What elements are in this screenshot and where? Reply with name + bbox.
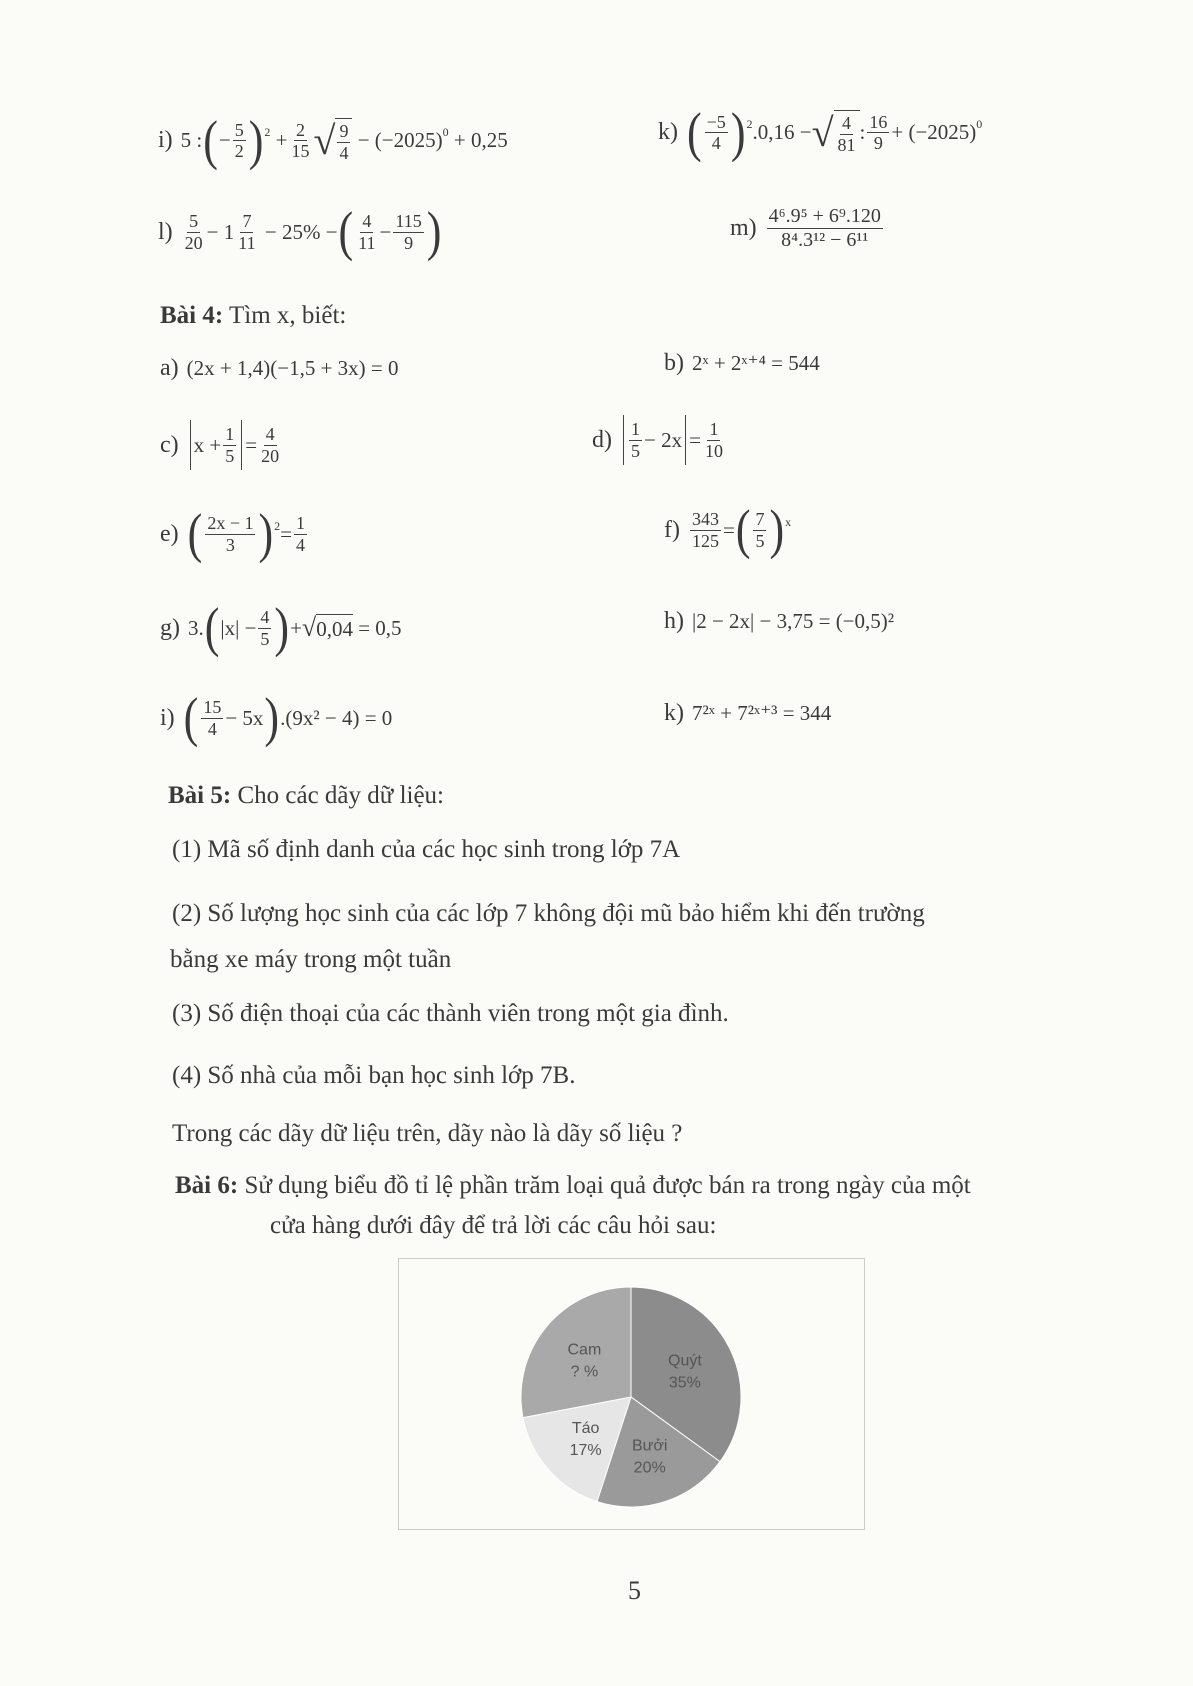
num: 1 [225,423,235,444]
pie-slice-name-3: Cam [567,1341,602,1359]
pie-slice-name-2: Táo [571,1420,600,1438]
label: d) [592,426,612,453]
paren-open: ( [187,502,203,564]
label: k) [664,700,684,726]
expr-k-label: k) [658,119,678,146]
abs-bar [623,415,624,465]
frac [258,607,271,649]
eq: = [722,517,735,542]
frac [337,121,350,163]
num: 9 [339,121,349,141]
paren-close: ) [258,502,274,564]
abs-bar [241,420,242,470]
den: 4 [711,133,721,154]
num: 7 [755,508,765,529]
num: 2 [296,119,306,140]
power: 0 [442,125,449,140]
rest: .(9x² − 4) = 0 [280,705,393,730]
frac [690,509,721,551]
bai5-title: Bài 5: [168,782,232,809]
ex-c [160,420,283,470]
bai5-heading [168,782,444,810]
abs-bar [190,420,191,470]
expr-k [658,101,983,163]
paren-open: ( [338,200,354,262]
bai4-rest: Tìm x, biết: [223,302,347,329]
expr: 7²ˣ + 7²ˣ⁺³ = 344 [692,701,832,725]
den: 15 [291,141,310,162]
ex-a [160,355,399,382]
den: 11 [238,232,256,253]
mid: − 5x [225,705,264,730]
expr-l: l) $\frac{5}{20}$ − 1 $\frac{7}{11}$ − 25% − ( $\frac{4}{11}$ − $\frac{115}{9}$ ) [158,200,442,262]
frac [705,112,728,154]
expr-k-mid: .0,16 − [752,120,812,145]
expr-i-c1: 5 : [180,128,203,153]
pie-slice-value-1: 20% [633,1459,666,1477]
num: 4⁶.9⁵ + 6⁹.120 [768,205,881,227]
label: b) [664,350,684,376]
den: 20 [261,445,280,466]
abs-bar [685,415,686,465]
colon: : [859,120,866,145]
power: 2 [746,117,753,132]
num: 5 [234,119,244,140]
label: f) [664,516,680,543]
num: 15 [203,696,222,717]
pie-slice-name-1: Bưởi [631,1437,668,1455]
ex-k [664,700,831,727]
x: x + [193,432,222,457]
frac [836,113,858,155]
bai6-line1 [175,1172,971,1200]
den: 8⁴.3¹² − 6¹¹ [781,229,869,251]
num: 5 [189,210,199,231]
frac [393,211,423,253]
expr: |2 − 2x| − 3,75 = (−0,5)² [692,609,895,633]
power: x [785,514,792,529]
ex-f [664,498,792,560]
paren-open: ( [204,596,220,658]
den: 5 [631,440,640,461]
num: 1 [709,418,719,439]
sqrt-sign: √ [313,117,336,163]
expr-l-label: l) [158,218,173,245]
expr-k-rest: + (−2025) [891,120,977,145]
den: 9 [404,232,414,253]
ex-h [664,608,894,635]
paren-close: ) [730,101,746,163]
expr-m [730,205,885,252]
den: 4 [295,534,305,555]
page-number: 5 [628,1576,641,1605]
power: 0 [976,117,983,132]
radicand: 0,04 [316,614,353,642]
den: 9 [873,133,883,154]
frac [703,419,725,461]
ex-g [160,596,402,658]
den: 125 [691,530,719,551]
sqrt [812,110,860,155]
expr-i: i) 5 : ( − $\frac{5}{2}$ ) 2 + $\frac{2}{15}$ √ $\frac{9}{4}$ − (−2025) 0 + 0,25 [158,109,508,171]
frac [753,509,766,551]
num: 1 [631,418,640,439]
frac [767,205,883,252]
frac [629,419,642,461]
label: c) [160,431,179,458]
den: 10 [704,440,723,461]
pre: 3. [188,615,204,640]
paren-close: ) [274,596,290,658]
sqrt [314,118,353,163]
label: e) [160,520,179,547]
num: 4 [842,113,852,133]
mid: |x| − [220,615,257,640]
label: h) [664,608,684,634]
bai5-item-2-cont: bằng xe máy trong một tuần [170,946,452,973]
sqrt-sign: √ [811,109,834,155]
power: 2 [274,518,281,533]
frac [294,513,307,555]
label: a) [160,355,179,381]
expr-i-frac2 [290,120,312,162]
bai6-text: Sử dụng biểu đồ tỉ lệ phần trăm loại quả được bán ra trong ngày của một [238,1172,971,1199]
paren-open: ( [183,686,199,748]
power: 2 [264,125,271,140]
den: 3 [225,534,235,555]
bai6-line2: cửa hàng dưới đây để trả lời các câu hỏi sau: [270,1212,717,1239]
plus: + [290,615,302,640]
sqrt [302,614,353,642]
expr-m-label: m) [730,215,757,241]
eq: = [280,521,292,546]
eq: = [245,432,258,457]
frac [205,513,255,555]
frac [259,424,281,466]
den: 4 [339,142,349,163]
bai5-question: Trong các dãy dữ liệu trên, dãy nào là dãy số liệu ? [172,1120,683,1147]
expr-i-tail: + 0,25 [453,128,508,153]
bai4-heading [160,302,346,330]
den: 20 [184,232,203,253]
frac [223,424,236,466]
den: 2 [234,141,244,162]
bai4-title: Bài 4: [160,302,224,329]
den: 81 [837,134,856,155]
num: 343 [691,508,719,529]
expr-i-rest: − (−2025) [357,128,443,153]
bai5-item-1: (1) Mã số định danh của các học sinh trong lớp 7A [172,836,681,863]
ex-b [664,350,820,377]
paren-open: ( [687,101,702,163]
mid: − 25% − [264,219,338,244]
bai5-item-4: (4) Số nhà của mỗi bạn học sinh lớp 7B. [172,1062,576,1089]
paren-close: ) [426,200,442,262]
expr: 2ˣ + 2ˣ⁺⁴ = 544 [692,351,820,375]
mid: − 2x [644,427,683,452]
ex-d [592,415,727,465]
bai5-item-2: (2) Số lượng học sinh của các lớp 7 không đội mũ bảo hiểm khi đến trường [172,900,925,927]
num: 4 [265,423,275,444]
pie-slice-name-0: Quýt [668,1352,702,1370]
eq: = 0,5 [358,615,402,640]
pie-chart [399,1259,864,1529]
sqrt-sign: √ [301,613,317,642]
label: g) [160,614,180,641]
paren-open: ( [735,498,751,560]
num: 115 [395,210,422,231]
den: 4 [207,718,217,739]
expr: (2x + 1,4)(−1,5 + 3x) = 0 [186,356,399,380]
ex-e [160,502,309,564]
num: 7 [242,210,252,231]
den: 5 [755,530,765,551]
frac [183,211,205,253]
pie-slice-value-0: 35% [668,1374,701,1392]
ex-i [160,686,393,748]
frac [236,211,257,253]
num: 4 [362,210,372,231]
paren-close: ) [264,686,280,748]
eq: = [689,427,701,452]
num: 4 [260,606,270,627]
pie-slice-value-2: 17% [569,1442,602,1460]
whole: − 1 [206,219,235,244]
bai6-title: Bài 6: [175,1172,239,1199]
paren-open: ( [203,109,218,171]
frac [201,697,223,739]
bai5-item-3: (3) Số điện thoại của các thành viên trong một gia đình. [172,1000,729,1027]
expr-i-frac1 [233,120,246,162]
frac [867,112,889,154]
den: 5 [260,628,270,649]
num: 2x − 1 [207,512,254,533]
label: i) [160,704,175,731]
radicand [834,110,860,155]
paren-close: ) [769,498,785,560]
pie-slice-value-3: ? % [570,1363,599,1381]
paren-close: ) [248,109,264,171]
radicand [335,118,352,163]
frac [356,211,377,253]
den: 5 [225,445,235,466]
den: 11 [358,232,376,253]
num: 16 [869,111,888,132]
bai5-rest: Cho các dãy dữ liệu: [231,782,444,809]
num: 1 [295,512,305,533]
num: −5 [706,111,726,132]
pie-chart-frame [398,1258,865,1530]
expr-i-label: i) [158,127,173,154]
